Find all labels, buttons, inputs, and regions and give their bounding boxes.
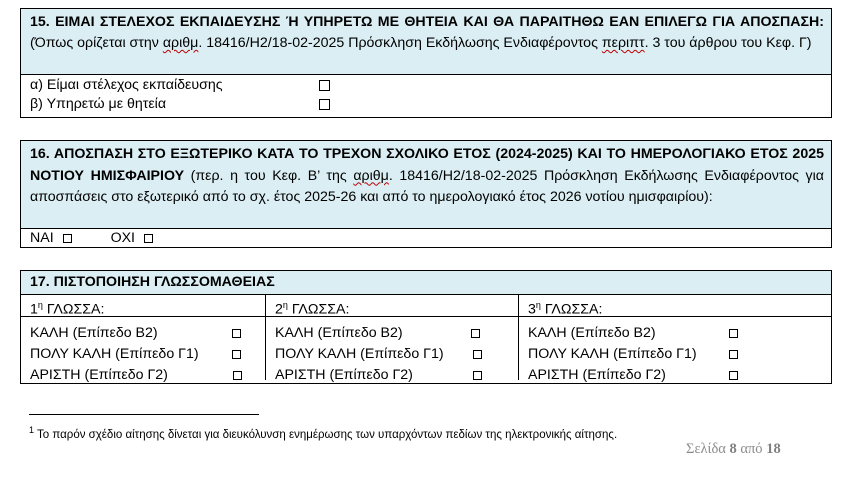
section-15-title: 15. ΕΙΜΑΙ ΣΤΕΛΕΧΟΣ ΕΚΠΑΙΔΕΥΣΗΣ Ή ΥΠΗΡΕΤΩ ΜΕ ΘΗΤΕΙΑ ΚΑΙ ΘΑ ΠΑΡΑΙΤΗΘΩ ΕΑΝ ΕΠΙΛΕΓΩ ΓΙΑ ΑΠΟΣΠΑΣΗ: — [30, 14, 824, 30]
page-number: Σελίδα 8 από 18 — [686, 441, 781, 457]
lang2-c1-checkbox[interactable] — [473, 350, 482, 359]
level-row: ΑΡΙΣΤΗ (Επίπεδο Γ2) — [266, 365, 518, 386]
lang3-b2-checkbox[interactable] — [729, 329, 738, 338]
section-16-header — [21, 141, 831, 229]
no-checkbox[interactable] — [144, 234, 153, 243]
lang3-c1-checkbox[interactable] — [729, 350, 738, 359]
language-2-header: $2^\eta$ ΓΛΩΣΣΑ: — [266, 295, 519, 316]
yes-label: ΝΑΙ — [30, 230, 54, 246]
footnote-separator — [29, 414, 259, 415]
level-row: ΠΟΛΥ ΚΑΛΗ (Επίπεδο Γ1) — [519, 344, 831, 365]
language-1-header: $1^\eta$ ΓΛΩΣΣΑ: — [21, 295, 266, 316]
level-row: ΠΟΛΥ ΚΑΛΗ (Επίπεδο Γ1) — [21, 344, 265, 365]
level-row: ΠΟΛΥ ΚΑΛΗ (Επίπεδο Γ1) — [266, 344, 518, 365]
section-16-note: (περ. η του Κεφ. Β’ της αριθμ. 18416/Η2/18-02-2025 Πρόσκληση Εκδήλωσης Ενδιαφέροντος για αποσπάσεις στο εξωτερικό από το σχ. έτος 2025-26 και από το ημερολογιακό έτος 2026 νοτίου ημισφαιρίου): — [30, 167, 824, 205]
yes-no-row — [21, 229, 831, 247]
level-row: ΚΑΛΗ (Επίπεδο Β2) — [21, 323, 265, 344]
yes-checkbox[interactable] — [63, 234, 72, 243]
section-15-note: (Όπως ορίζεται στην αριθμ. 18416/Η2/18-02-2025 Πρόσκληση Εκδήλωσης Ενδιαφέροντος περιπτ. 3 του άρθρου του Κεφ. Γ) — [30, 35, 812, 51]
level-row: ΑΡΙΣΤΗ (Επίπεδο Γ2) — [519, 365, 831, 386]
language-3-header: $3^\eta$ ΓΛΩΣΣΑ: — [528, 300, 603, 318]
language-headers — [21, 295, 831, 317]
option-staff-label: α) Είμαι στέλεχος εκπαίδευσης — [30, 77, 223, 93]
lang1-c1-checkbox[interactable] — [232, 350, 241, 359]
lang1-c2-checkbox[interactable] — [233, 371, 242, 380]
section-15 — [20, 8, 832, 118]
section-17 — [20, 270, 832, 384]
lang3-c2-checkbox[interactable] — [729, 371, 738, 380]
option-term-checkbox[interactable] — [319, 99, 330, 110]
lang2-c2-checkbox[interactable] — [473, 371, 482, 380]
language-3-levels — [519, 317, 831, 383]
language-2-levels — [266, 317, 519, 383]
lang2-b2-checkbox[interactable] — [471, 329, 480, 338]
footnote: $^1$ Το παρόν σχέδιο αίτησης δίνεται για διευκόλυνση ενημέρωσης των υπαρχόντων πεδίων της ηλεκτρονικής αίτησης. — [29, 425, 618, 441]
lang1-b2-checkbox[interactable] — [232, 329, 241, 338]
section-16 — [20, 140, 832, 248]
option-staff-checkbox[interactable] — [319, 80, 330, 91]
no-label: ΟΧΙ — [110, 230, 136, 246]
level-row: ΚΑΛΗ (Επίπεδο Β2) — [519, 323, 831, 344]
option-term-label: β) Υπηρετώ με θητεία — [30, 96, 167, 112]
language-levels — [21, 317, 831, 383]
option-term — [21, 95, 831, 114]
section-15-header — [21, 9, 831, 75]
section-17-header — [21, 271, 831, 295]
level-row: ΑΡΙΣΤΗ (Επίπεδο Γ2) — [21, 365, 265, 386]
section-16-title: 16. ΑΠΟΣΠΑΣΗ ΣΤΟ ΕΞΩΤΕΡΙΚΟ ΚΑΤΑ ΤΟ ΤΡΕΧΟΝ ΣΧΟΛΙΚΟ ΕΤΟΣ (2024-2025) ΚΑΙ ΤΟ ΗΜΕΡΟΛΟΓΙΑΚΟ ΕΤΟΣ 2025 ΝΟΤΙΟΥ ΗΜΙΣΦΑΙΡΙΟΥ — [30, 146, 824, 184]
language-1-levels — [21, 317, 266, 383]
level-row: ΚΑΛΗ (Επίπεδο Β2) — [266, 323, 518, 344]
section-17-title: 17. ΠΙΣΤΟΠΟΙΗΣΗ ΓΛΩΣΣΟΜΑΘΕΙΑΣ — [30, 274, 275, 290]
option-staff — [21, 76, 831, 95]
